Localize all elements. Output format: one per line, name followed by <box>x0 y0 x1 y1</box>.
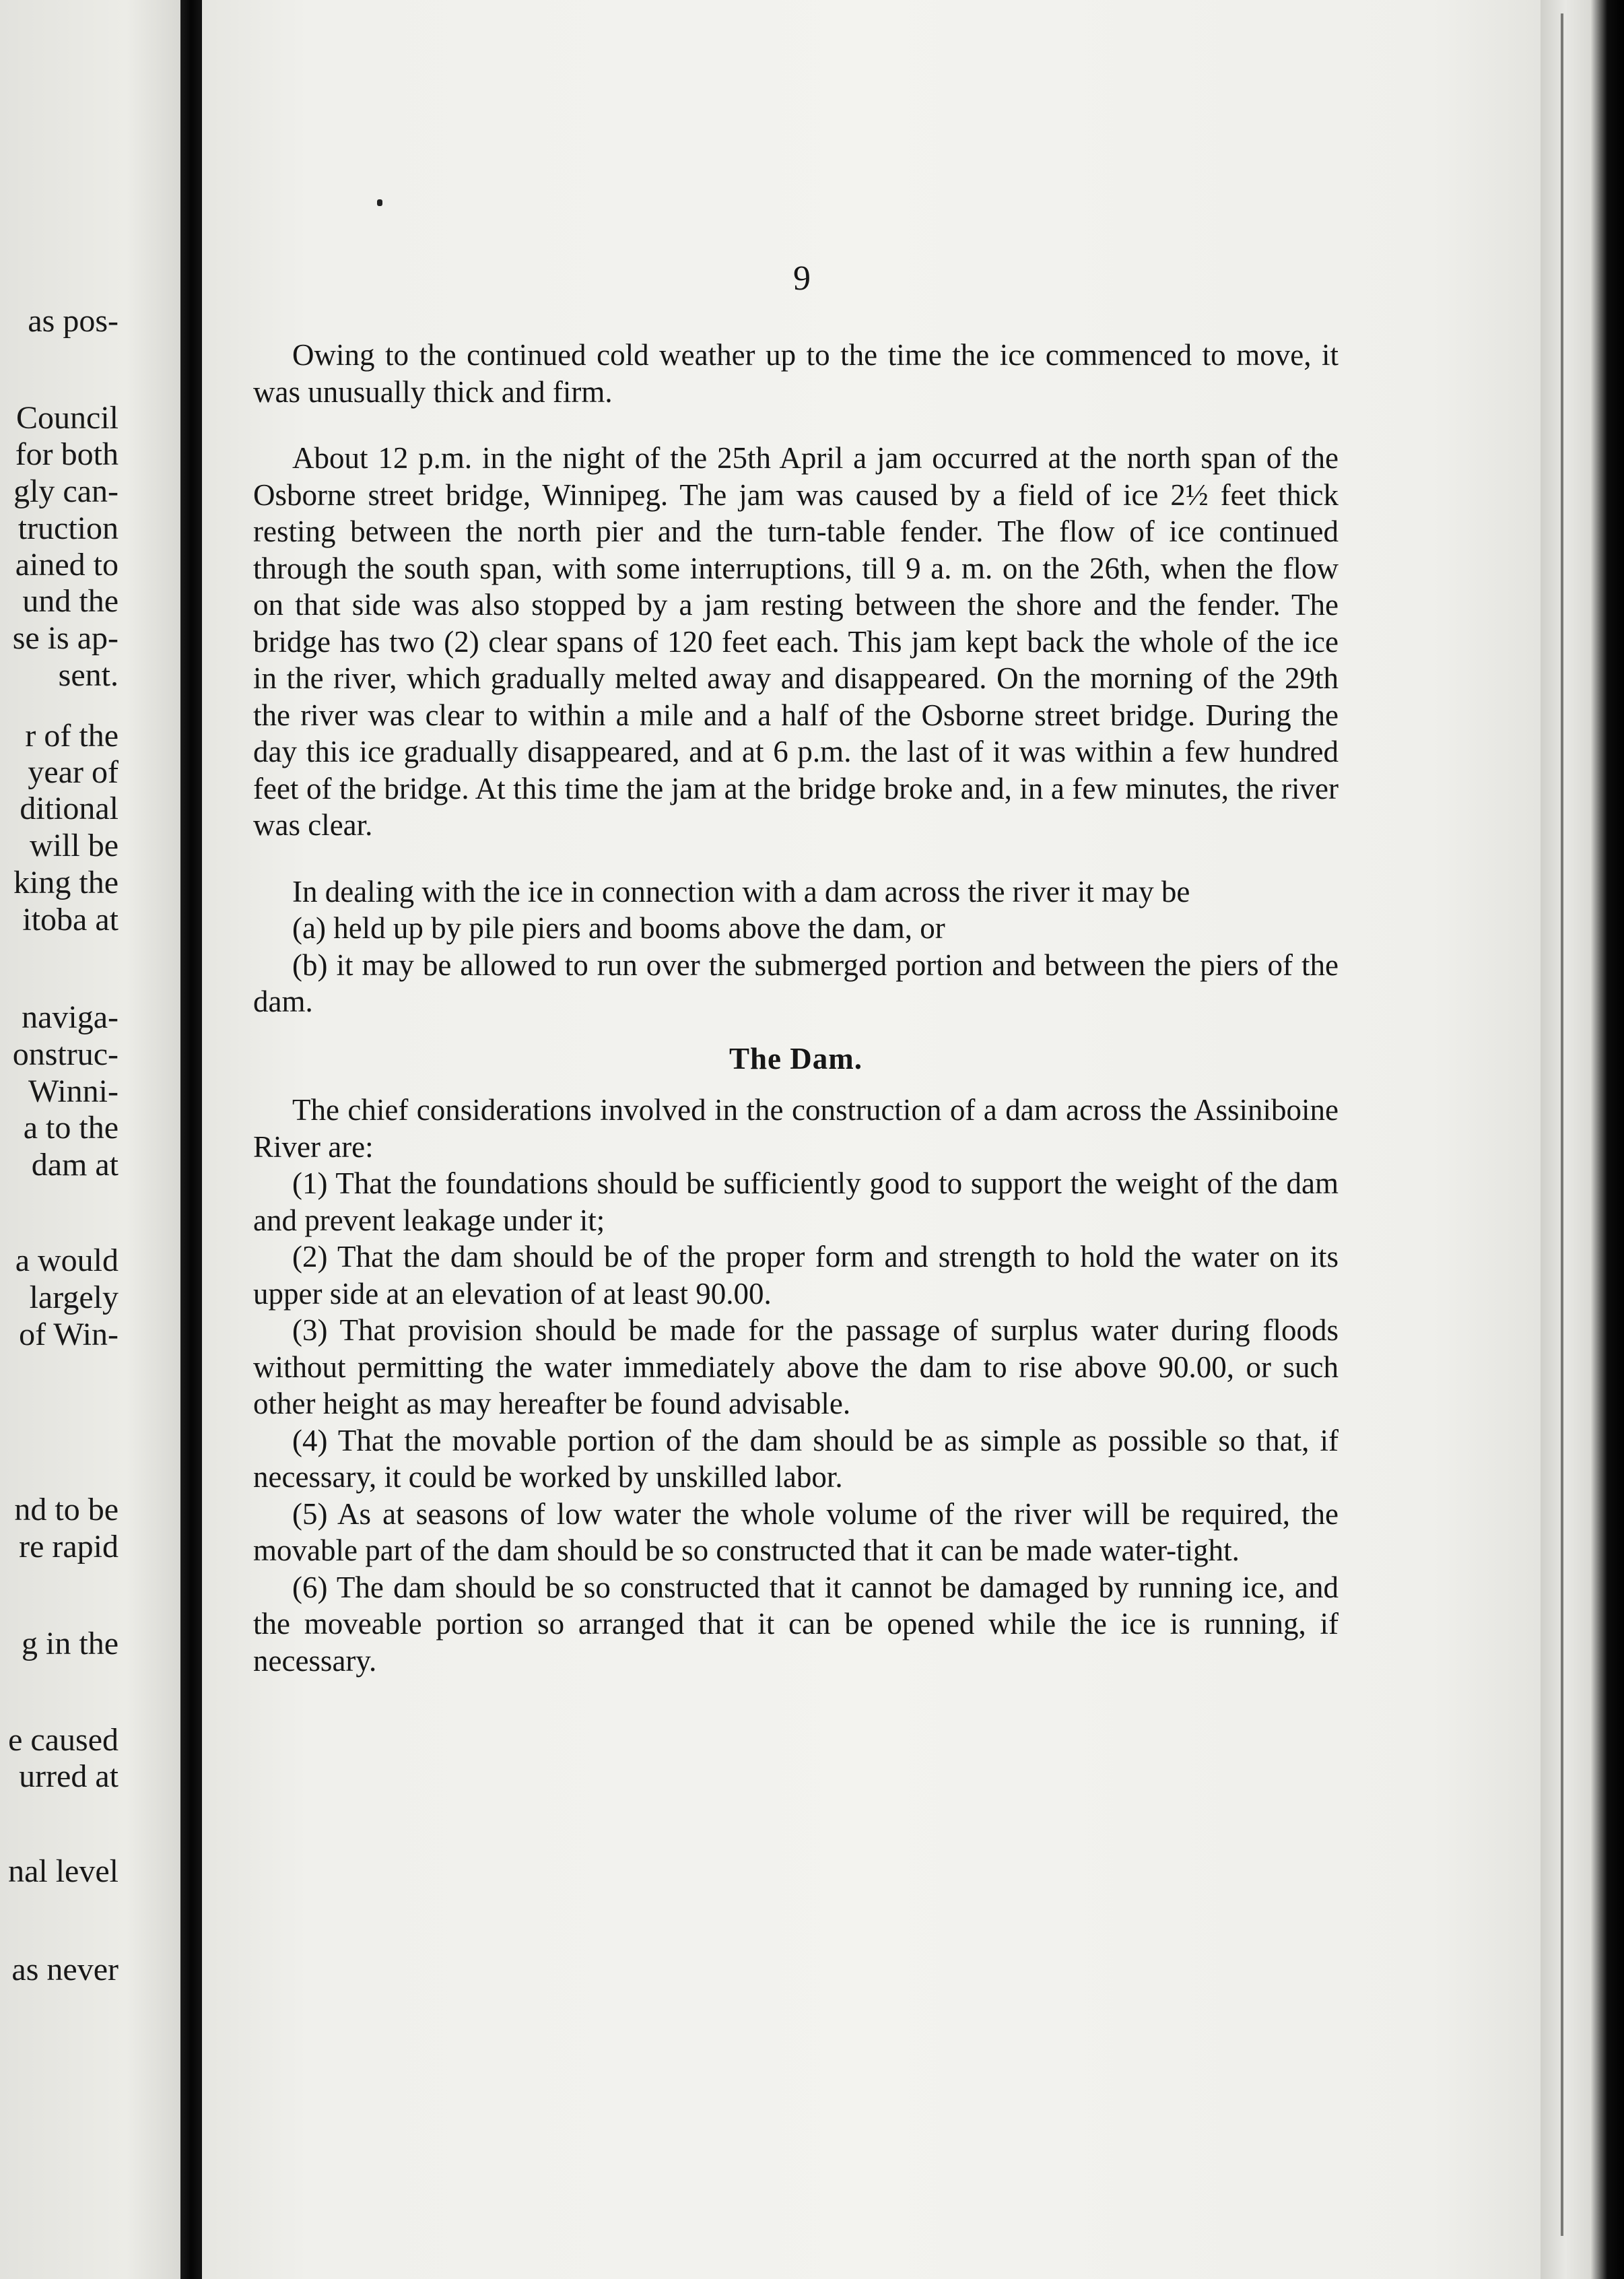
left-page-fragment <box>0 0 180 2279</box>
left-page-line: as never <box>11 1952 119 1987</box>
left-page-line: for both <box>15 436 119 472</box>
book-gutter <box>180 0 202 2279</box>
left-page-line: a would <box>15 1243 119 1278</box>
left-page-line: r of the <box>25 718 119 754</box>
paragraph-ice-jam: About 12 p.m. in the night of the 25th April a jam occurred at the north span of the Osborne street bridge, Winnipeg. The jam was caused by a field of ice 2½ feet thick resting between the north pier and the turn-table fender. The flow of ice continued through the south span, with some interruptions, till 9 a. m. on the 26th, when the flow on that side was also stopped by a jam resting between the shore and the fender. The bridge has two (2) clear spans of 120 feet each. This jam kept back the whole of the ice in the river, which gradually melted away and disappeared. On the morning of the 29th the river was clear to within a mile and a half of the Osborne street bridge. During the day this ice gradually disappeared, and at 6 p.m. the last of it was within a few hundred feet of the bridge. At this time the jam at the bridge broke and, in a few minutes, the river was clear. <box>253 441 1339 842</box>
option-b: (b) it may be allowed to run over the submerged portion and between the piers of the dam. <box>253 948 1339 1018</box>
right-page-edge <box>1541 0 1624 2279</box>
section-heading-the-dam: The Dam. <box>729 1041 862 1076</box>
page-edge-line <box>1561 13 1563 2236</box>
page-number: 9 <box>793 259 811 298</box>
left-page-line: a to the <box>23 1110 119 1146</box>
left-page-line: itoba at <box>22 902 119 937</box>
left-page-line: Winni- <box>28 1074 119 1109</box>
left-page-line: naviga- <box>22 999 119 1035</box>
left-page-line: e caused <box>8 1722 119 1758</box>
left-page-line: urred at <box>19 1758 119 1794</box>
consideration-4: (4) That the movable portion of the dam should be as simple as possible so that, if necessary, it could be worked by unskilled labor. <box>253 1423 1339 1494</box>
ink-speck <box>377 199 382 206</box>
left-page-line: will be <box>30 828 119 863</box>
left-page-line: onstruc- <box>12 1036 119 1072</box>
paragraph-ice-thickness: Owing to the continued cold weather up to the time the ice commenced to move, it was unusually thick and firm. <box>253 338 1339 409</box>
consideration-6: (6) The dam should be so constructed that it cannot be damaged by running ice, and the moveable portion so arranged that it can be opened while the ice is running, if necessary. <box>253 1570 1339 1678</box>
left-page-line: dam at <box>31 1147 119 1183</box>
left-page-line: und the <box>22 583 119 619</box>
paragraph-dealing-with-ice: In dealing with the ice in connection with a dam across the river it may be <box>292 874 1190 909</box>
page-text <box>253 337 1339 1679</box>
left-page-line: se is ap- <box>12 620 119 656</box>
left-page-line: ditional <box>20 791 119 826</box>
consideration-5: (5) As at seasons of low water the whole volume of the river will be required, the movable part of the dam should be so constructed that it can be made water-tight. <box>253 1496 1339 1567</box>
left-page-line: largely <box>29 1280 119 1315</box>
left-page-line: gly can- <box>13 473 119 509</box>
left-page-line: nd to be <box>14 1492 119 1527</box>
consideration-3: (3) That provision should be made for the passage of surplus water during floods without permitting the water immediately above the dam to rise above 90.00, or such other height as may hereafter be found advisable. <box>253 1313 1339 1420</box>
option-a: (a) held up by pile piers and booms above the dam, or <box>292 911 945 945</box>
left-page-line: as pos- <box>28 303 119 339</box>
left-page-line: nal level <box>8 1853 119 1889</box>
left-page-line: truction <box>18 510 119 546</box>
consideration-1: (1) That the foundations should be sufficiently good to support the weight of the dam and prevent leakage under it; <box>253 1166 1339 1237</box>
left-page-line: re rapid <box>19 1529 119 1564</box>
left-page-line: sent. <box>58 657 119 693</box>
left-page-line: ained to <box>15 547 119 583</box>
consideration-2: (2) That the dam should be of the proper form and strength to hold the water on its upper side at an elevation of at least 90.00. <box>253 1240 1339 1311</box>
left-page-line: of Win- <box>19 1317 119 1352</box>
left-page-line: king the <box>13 865 119 900</box>
paragraph-dam-intro: The chief considerations involved in the construction of a dam across the Assiniboine River are: <box>253 1093 1339 1164</box>
left-page-line: year of <box>28 754 119 790</box>
left-page-line: g in the <box>22 1626 119 1661</box>
left-page-line: Council <box>16 400 119 436</box>
